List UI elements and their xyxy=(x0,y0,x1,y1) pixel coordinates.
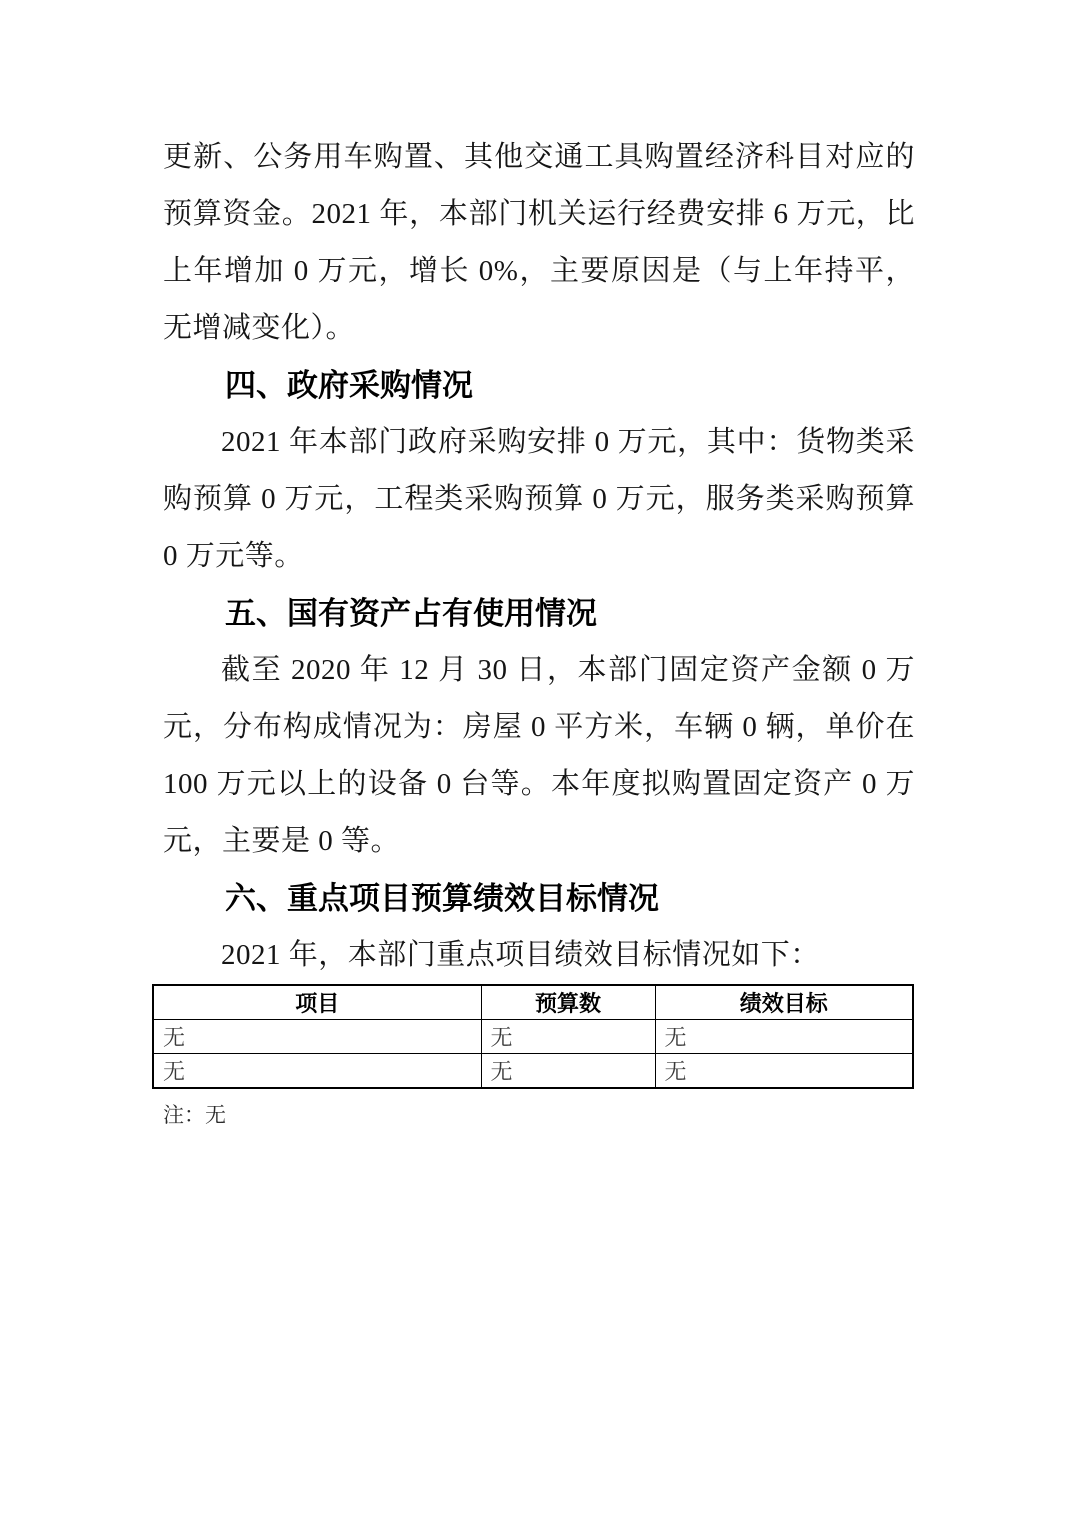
table-header-row xyxy=(153,985,913,1020)
section-heading-state-assets: 五、国有资产占有使用情况 xyxy=(225,596,597,631)
table-row xyxy=(153,1020,913,1054)
paragraph-state-assets: 截至 2020 年 12 月 30 日，本部门固定资产金额 0 万元，分布构成情况为：房屋 0 平方米，车辆 0 辆，单价在 100 万元以上的设备 0 台等。本年度拟购置固定资产 0 万元，主要是 0 等。 xyxy=(163,654,915,857)
paragraph-key-project-performance: 2021 年，本部门重点项目绩效目标情况如下： xyxy=(221,939,820,971)
table-note: 注：无 xyxy=(163,1103,226,1127)
section-heading-government-procurement: 四、政府采购情况 xyxy=(225,368,473,403)
section-heading-key-project-performance: 六、重点项目预算绩效目标情况 xyxy=(225,881,659,916)
table-cell-performance-target: 无 xyxy=(655,1020,913,1054)
table-cell-project: 无 xyxy=(153,1054,481,1089)
table-header-performance-target: 绩效目标 xyxy=(655,985,913,1020)
paragraph-continuation: 更新、公务用车购置、其他交通工具购置经济科目对应的预算资金。2021 年，本部门机关运行经费安排 6 万元，比上年增加 0 万元，增长 0%，主要原因是（与上年持平，无增减变化）。 xyxy=(163,141,915,344)
table-header-budget-amount: 预算数 xyxy=(481,985,655,1020)
table-cell-budget-amount: 无 xyxy=(481,1020,655,1054)
table-cell-budget-amount: 无 xyxy=(481,1054,655,1089)
table-cell-project: 无 xyxy=(153,1020,481,1054)
paragraph-government-procurement: 2021 年本部门政府采购安排 0 万元，其中：货物类采购预算 0 万元，工程类采购预算 0 万元，服务类采购预算 0 万元等。 xyxy=(163,426,915,572)
table-cell-performance-target: 无 xyxy=(655,1054,913,1089)
performance-target-table xyxy=(152,984,914,1089)
table-row xyxy=(153,1054,913,1089)
table-header-project: 项目 xyxy=(153,985,481,1020)
